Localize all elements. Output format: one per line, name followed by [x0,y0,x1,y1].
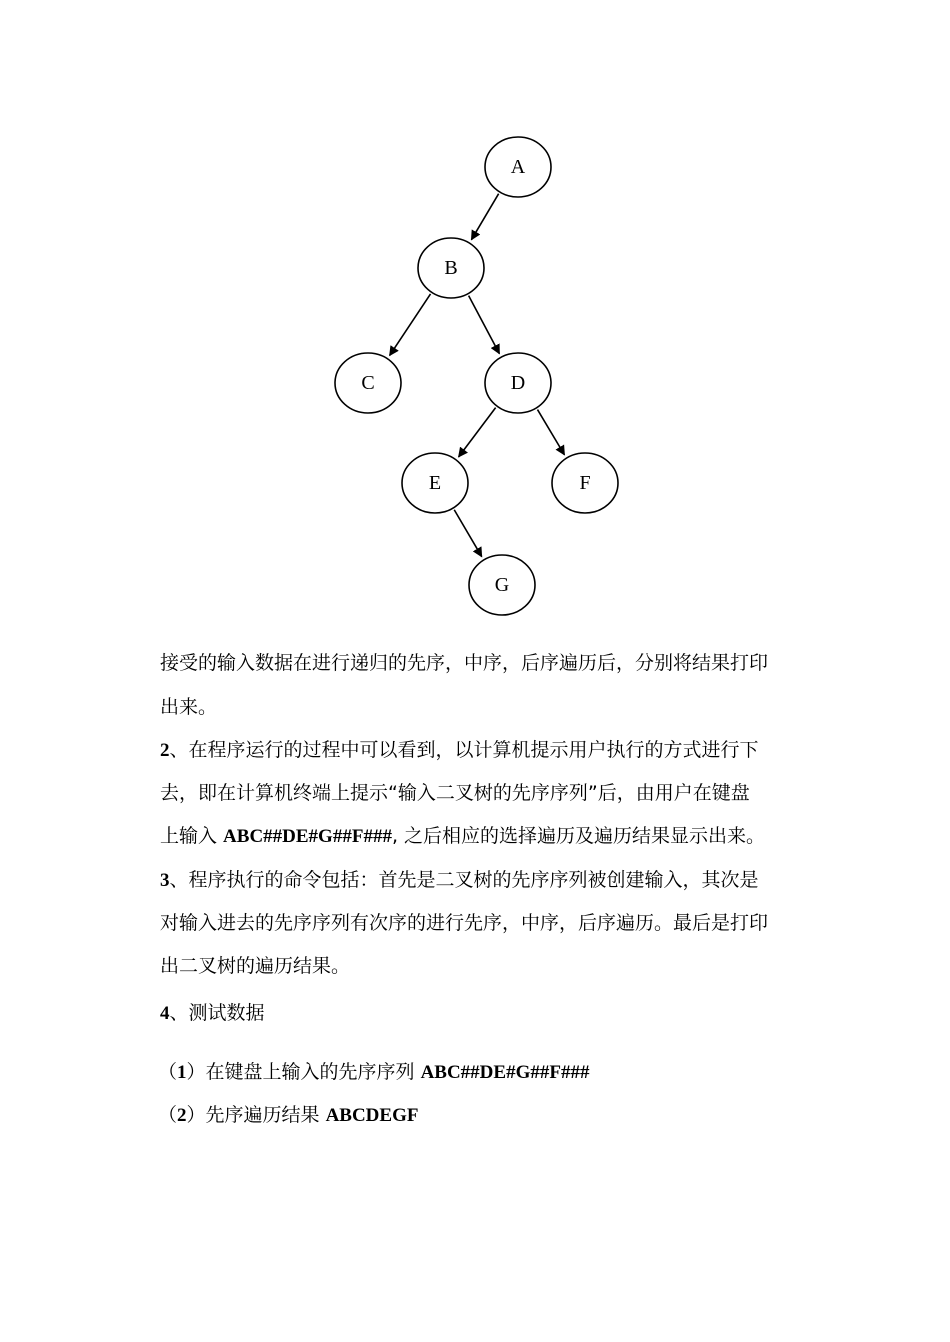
tree-node-A [485,137,551,197]
paragraph-1-line-2 [160,696,800,718]
paragraph-1-text-1: 接受的输入数据在进行递归的先序，中序，后序遍历后，分别将结果打印 [160,652,769,674]
section-4-title: 、测试数据 [169,1002,265,1024]
tree-node-D [485,353,551,413]
section-4-number: 4 [160,1003,170,1024]
test-item-1 [158,1061,798,1084]
paragraph-2-line-3 [160,825,800,848]
binary-tree-diagram [0,0,950,640]
tree-node-E [402,453,468,513]
paragraph-2-text-3b: , 之后相应的选择遍历及遍历结果显示出来。 [391,825,766,847]
paragraph-3-line-1 [160,869,800,892]
paragraph-2-input-sequence: ABC##DE#G##F### [223,826,392,847]
edge-B-D [469,296,500,354]
node-label: A [510,156,526,178]
test-item-2-label: ）先序遍历结果 [186,1104,326,1126]
test-item-2-open-paren: （ [158,1104,178,1126]
paragraph-3-text-1: 、程序执行的命令包括：首先是二叉树的先序序列被创建输入，其次是 [169,869,759,891]
paragraph-3-line-3 [160,955,800,977]
test-item-2 [158,1104,798,1127]
tree-node-B [418,238,484,298]
paragraph-1-text-2: 出来。 [160,696,218,718]
paragraph-2-line-1 [160,739,800,762]
paragraph-2-text-3a: 上输入 [160,825,224,847]
node-label: F [579,472,591,494]
test-item-2-value: ABCDEGF [325,1105,419,1126]
edge-D-F [537,410,564,455]
paragraph-3-text-3: 出二叉树的遍历结果。 [160,955,351,977]
test-item-1-label: ）在键盘上输入的先序序列 [186,1061,421,1083]
paragraph-2-number: 2 [160,740,170,761]
edge-E-G [454,510,481,557]
paragraph-2-text-2: 去，即在计算机终端上提示“输入二叉树的先序序列”后，由用户在键盘 [160,782,750,804]
node-label: G [494,574,510,596]
edge-B-C [390,294,431,355]
paragraph-3-number: 3 [160,870,170,891]
paragraph-3-line-2 [160,912,800,934]
node-label: B [444,257,458,279]
test-item-1-number: 1 [177,1062,187,1083]
node-label: D [510,372,526,394]
edge-A-B [471,194,498,240]
paragraph-3-text-2: 对输入进去的先序序列有次序的进行先序，中序，后序遍历。最后是打印 [160,912,769,934]
test-item-2-number: 2 [177,1105,187,1126]
paragraph-2-text-1: 、在程序运行的过程中可以看到，以计算机提示用户执行的方式进行下 [169,739,759,761]
edge-D-E [459,408,496,457]
node-label: E [428,472,442,494]
test-item-1-open-paren: （ [158,1061,178,1083]
section-4-heading [160,1002,800,1025]
paragraph-2-line-2 [160,782,800,804]
tree-node-G [469,555,535,615]
tree-node-C [335,353,401,413]
paragraph-1-line-1 [160,652,800,674]
tree-node-F [552,453,618,513]
node-label: C [361,372,375,394]
test-item-1-value: ABC##DE#G##F### [420,1062,590,1083]
